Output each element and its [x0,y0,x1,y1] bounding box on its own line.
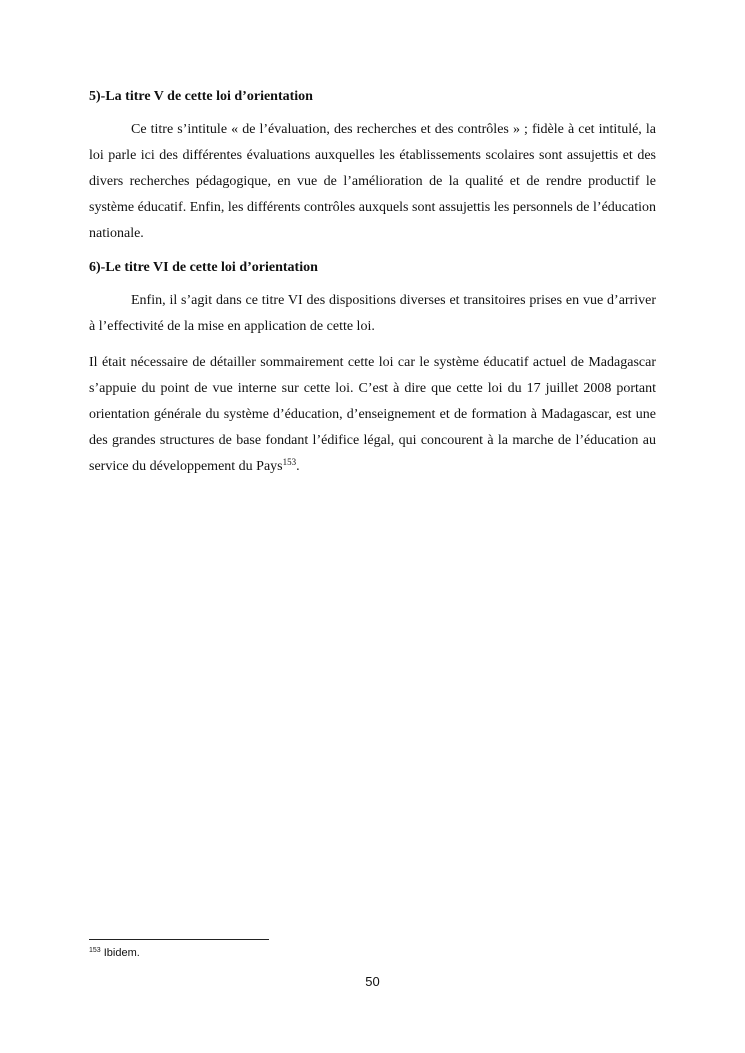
page-body [89,86,656,490]
section-heading-titre-vi: 6)-Le titre VI de cette loi d’orientation [89,260,318,275]
closing-paragraph-end: . [296,459,300,474]
closing-paragraph-text: Il était nécessaire de détailler sommairement cette loi car le système éducatif actuel de Madagascar s’appuie du point de vue interne sur cette loi. C’est à dire que cette loi du 17 juillet 2008 portant orientation générale du système d’éducation, d’enseignement et de formation à Madagascar, est une des grandes structures de base fondant l’édifice légal, qui concourent à la marche de l’éducation au service du développement du Pays [89,355,656,474]
footnote-reference[interactable]: 153 [282,457,297,467]
footnote-text: Ibidem. [100,947,140,959]
page-number: 50 [365,974,380,989]
footnote-separator [89,939,269,940]
footnote-number: 153 [89,947,101,954]
closing-paragraph [89,350,656,480]
section-heading-titre-v: 5)-La titre V de cette loi d’orientation [89,89,313,104]
section-paragraph-titre-v: Ce titre s’intitule « de l’évaluation, des recherches et des contrôles » ; fidèle à cet intitulé, la loi parle ici des différentes évaluations auxquelles les établissements scolaires sont assujettis et des divers recherches pédagogique, en vue de l’amélioration de la qualité et de rendre productif le système éducatif. Enfin, les différents contrôles auxquels sont assujettis les personnels de l’éducation nationale. [89,122,656,241]
section-paragraph-titre-vi: Enfin, il s’agit dans ce titre VI des dispositions diverses et transitoires prises en vue d’arriver à l’effectivité de la mise en application de cette loi. [89,293,656,334]
footnote [89,945,140,961]
